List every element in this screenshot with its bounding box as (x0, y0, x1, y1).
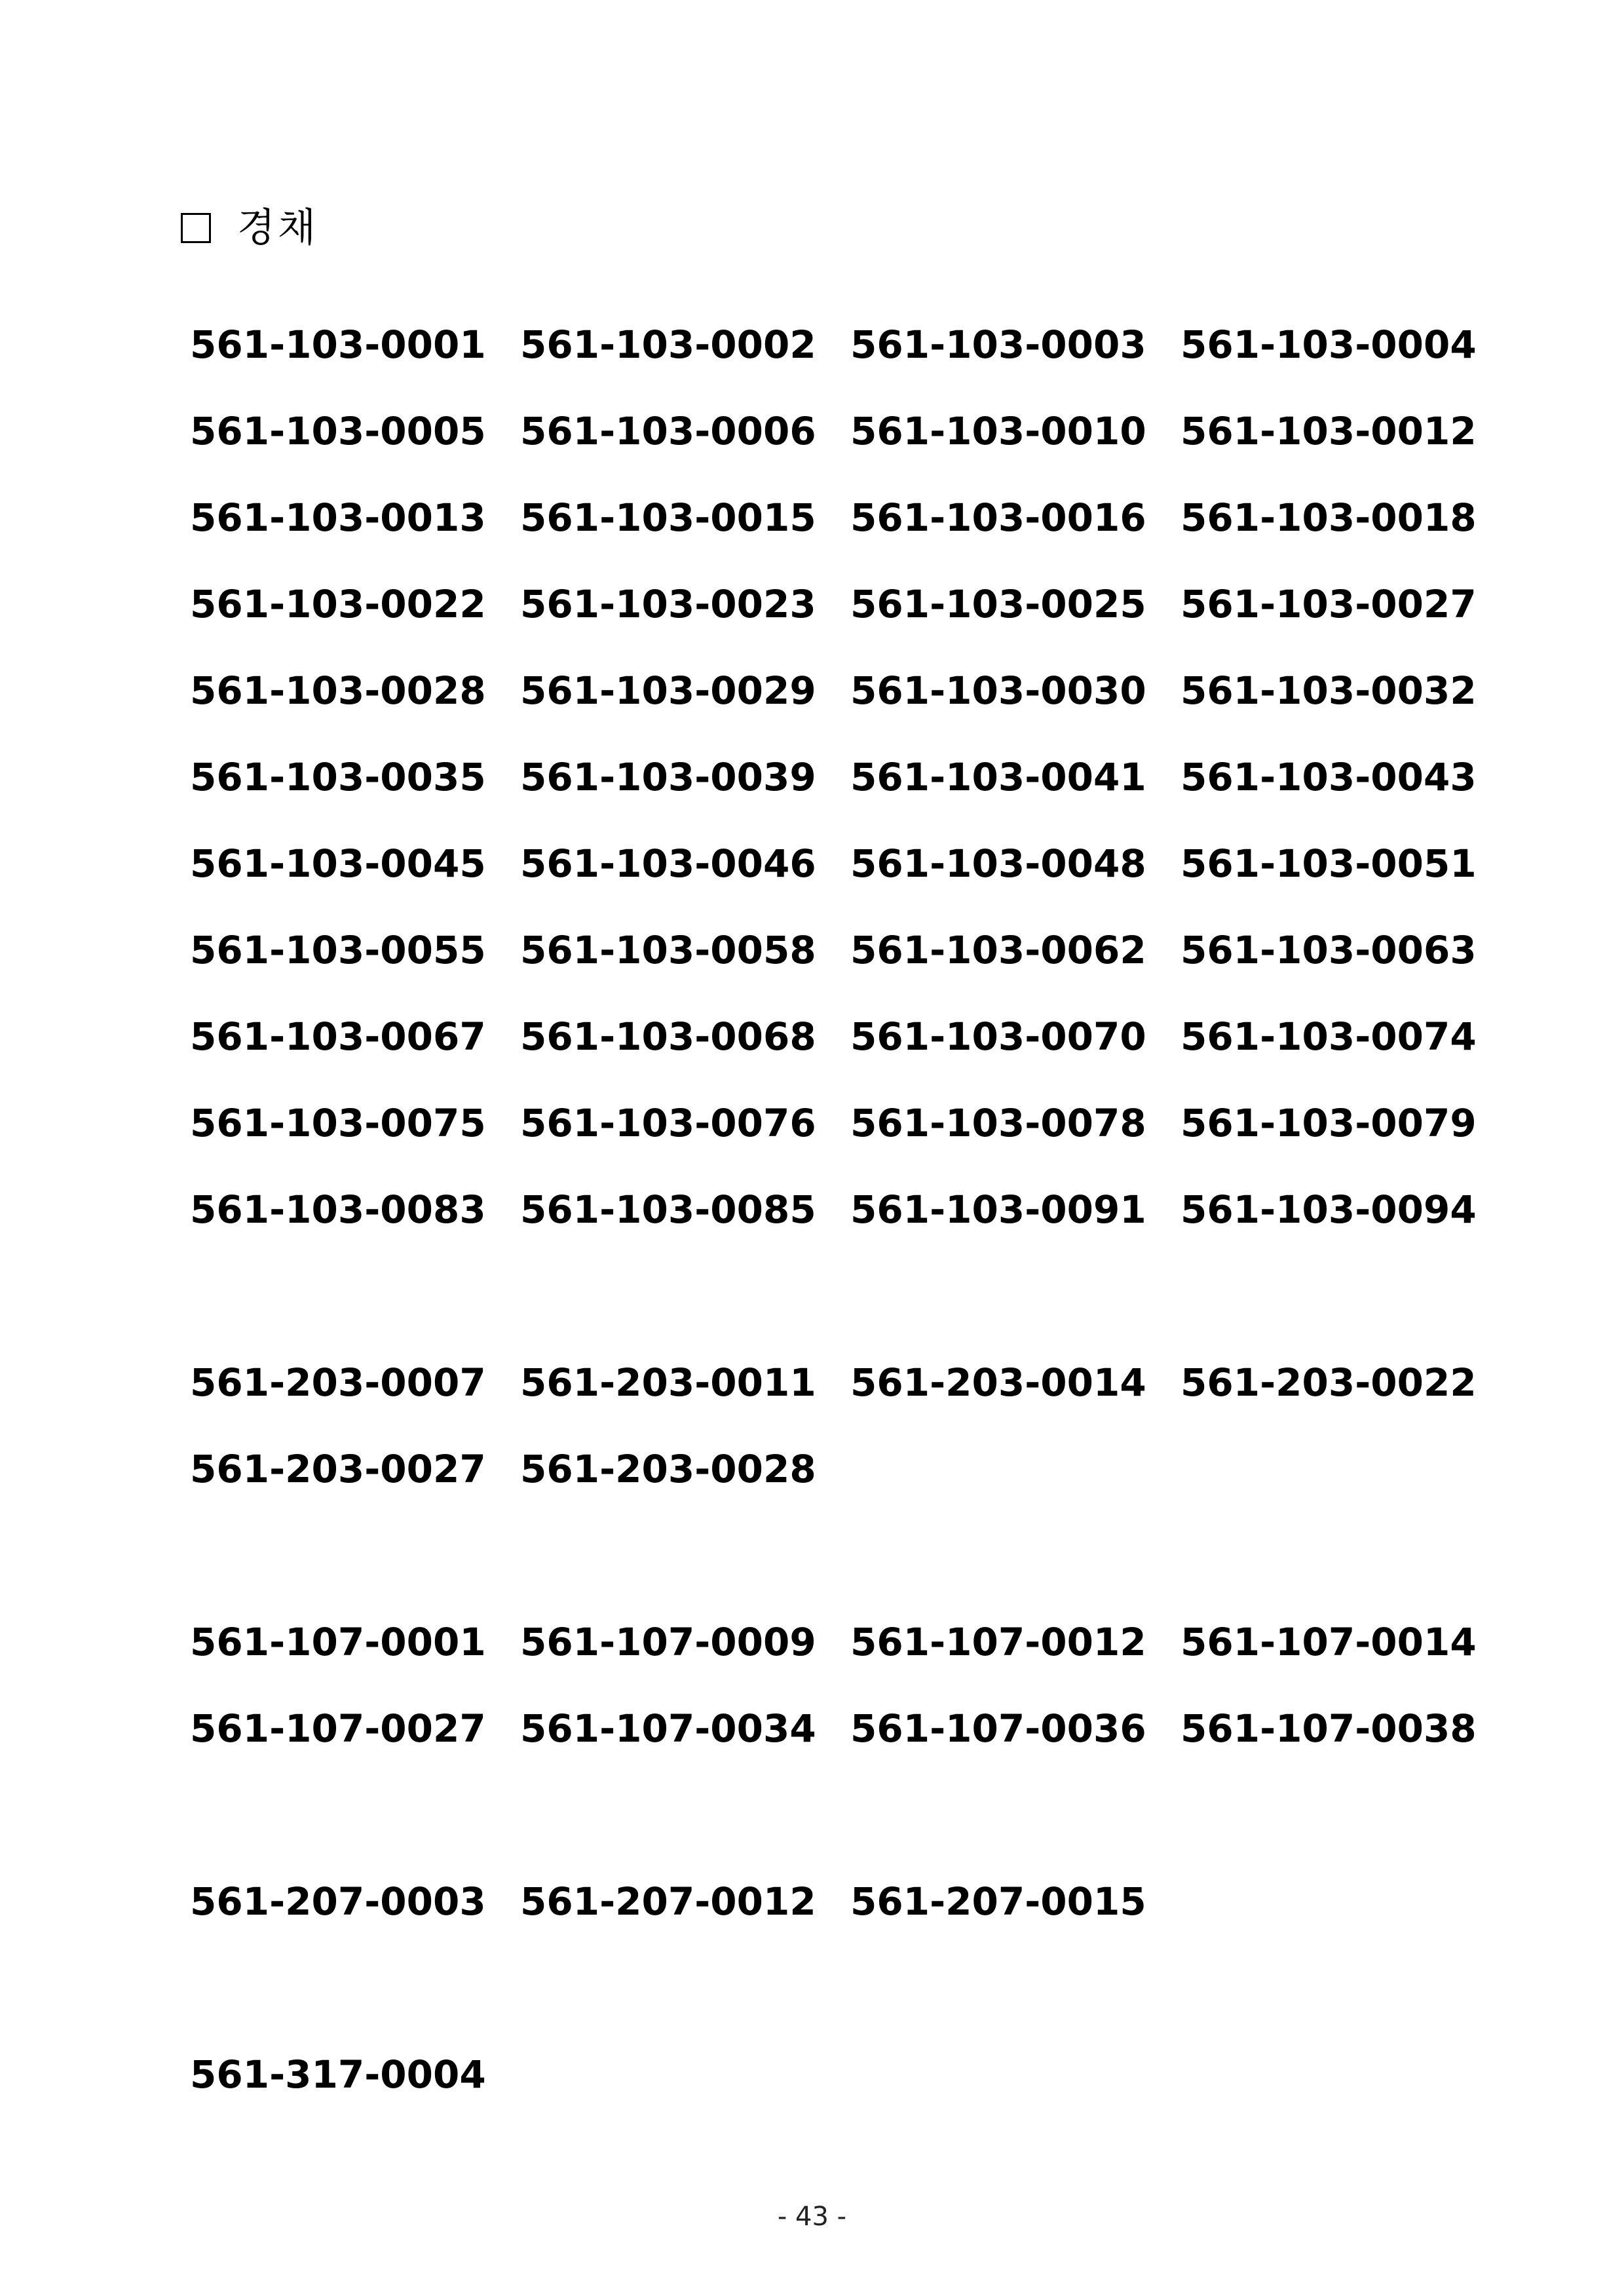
code-row (190, 1858, 1513, 1945)
page-number: - 43 - (777, 2202, 847, 2232)
code-row (190, 1599, 1513, 1685)
code-row (190, 820, 1513, 907)
code-entry: 561-103-0078 (850, 1101, 1146, 1145)
code-entry: 561-103-0018 (1180, 495, 1477, 540)
code-entry: 561-103-0025 (850, 582, 1146, 626)
code-list (190, 301, 1513, 2204)
code-entry: 561-103-0063 (1180, 928, 1477, 972)
code-row (190, 561, 1513, 647)
code-entry: 561-103-0079 (1180, 1101, 1477, 1145)
code-entry: 561-103-0016 (850, 495, 1146, 540)
code-entry: 561-107-0036 (850, 1706, 1146, 1751)
code-entry: 561-103-0083 (190, 1187, 486, 1232)
code-entry: 561-107-0038 (1180, 1706, 1477, 1751)
code-entry: 561-207-0003 (190, 1879, 486, 1924)
code-entry: 561-103-0055 (190, 928, 486, 972)
code-entry: 561-107-0027 (190, 1706, 486, 1751)
code-entry: 561-103-0067 (190, 1014, 486, 1059)
code-group (190, 1858, 1513, 1945)
code-entry: 561-103-0058 (520, 928, 816, 972)
code-entry: 561-107-0034 (520, 1706, 816, 1751)
code-entry: 561-203-0007 (190, 1360, 486, 1405)
code-entry: 561-103-0027 (1180, 582, 1477, 626)
code-entry: 561-103-0041 (850, 755, 1146, 799)
code-entry: 561-103-0002 (520, 322, 816, 367)
code-entry: 561-103-0074 (1180, 1014, 1477, 1059)
code-row (190, 388, 1513, 474)
code-entry: 561-103-0039 (520, 755, 816, 799)
code-entry: 561-203-0028 (520, 1447, 816, 1491)
code-entry: 561-103-0094 (1180, 1187, 1477, 1232)
code-entry: 561-103-0005 (190, 409, 486, 453)
code-row (190, 1426, 1513, 1512)
code-entry: 561-203-0022 (1180, 1360, 1477, 1405)
checkbox-square-icon (181, 213, 211, 243)
code-entry: 561-103-0030 (850, 668, 1146, 713)
code-entry: 561-317-0004 (190, 2052, 486, 2097)
code-entry: 561-103-0070 (850, 1014, 1146, 1059)
code-entry: 561-107-0001 (190, 1620, 486, 1664)
code-entry: 561-107-0012 (850, 1620, 1146, 1664)
code-row (190, 474, 1513, 561)
code-entry: 561-103-0062 (850, 928, 1146, 972)
code-group (190, 1339, 1513, 1512)
code-entry: 561-103-0003 (850, 322, 1146, 367)
code-entry: 561-107-0009 (520, 1620, 816, 1664)
code-entry: 561-103-0032 (1180, 668, 1477, 713)
code-row (190, 2031, 1513, 2118)
code-entry: 561-103-0006 (520, 409, 816, 453)
code-entry: 561-103-0091 (850, 1187, 1146, 1232)
code-row (190, 734, 1513, 820)
code-entry: 561-107-0014 (1180, 1620, 1477, 1664)
code-row (190, 647, 1513, 734)
code-entry: 561-103-0075 (190, 1101, 486, 1145)
code-entry: 561-103-0015 (520, 495, 816, 540)
code-entry: 561-103-0022 (190, 582, 486, 626)
code-entry: 561-103-0028 (190, 668, 486, 713)
code-entry: 561-103-0013 (190, 495, 486, 540)
code-entry: 561-103-0012 (1180, 409, 1477, 453)
code-entry: 561-103-0051 (1180, 841, 1477, 886)
heading-text: 경채 (237, 205, 318, 251)
code-row (190, 1166, 1513, 1253)
code-entry: 561-207-0012 (520, 1879, 816, 1924)
section-heading (181, 202, 318, 254)
code-row (190, 993, 1513, 1080)
code-group (190, 301, 1513, 1253)
code-entry: 561-103-0029 (520, 668, 816, 713)
code-entry: 561-103-0023 (520, 582, 816, 626)
code-entry: 561-207-0015 (850, 1879, 1146, 1924)
code-entry: 561-103-0043 (1180, 755, 1477, 799)
code-row (190, 1685, 1513, 1772)
code-row (190, 1339, 1513, 1426)
code-entry: 561-103-0001 (190, 322, 486, 367)
code-entry: 561-103-0076 (520, 1101, 816, 1145)
code-entry: 561-203-0011 (520, 1360, 816, 1405)
code-entry: 561-103-0010 (850, 409, 1146, 453)
code-row (190, 301, 1513, 388)
code-group (190, 2031, 1513, 2118)
code-row (190, 907, 1513, 993)
code-entry: 561-203-0027 (190, 1447, 486, 1491)
code-entry: 561-103-0048 (850, 841, 1146, 886)
code-entry: 561-103-0068 (520, 1014, 816, 1059)
code-entry: 561-203-0014 (850, 1360, 1146, 1405)
code-entry: 561-103-0004 (1180, 322, 1477, 367)
code-row (190, 1080, 1513, 1166)
code-group (190, 1599, 1513, 1772)
code-entry: 561-103-0046 (520, 841, 816, 886)
code-entry: 561-103-0045 (190, 841, 486, 886)
code-entry: 561-103-0035 (190, 755, 486, 799)
code-entry: 561-103-0085 (520, 1187, 816, 1232)
